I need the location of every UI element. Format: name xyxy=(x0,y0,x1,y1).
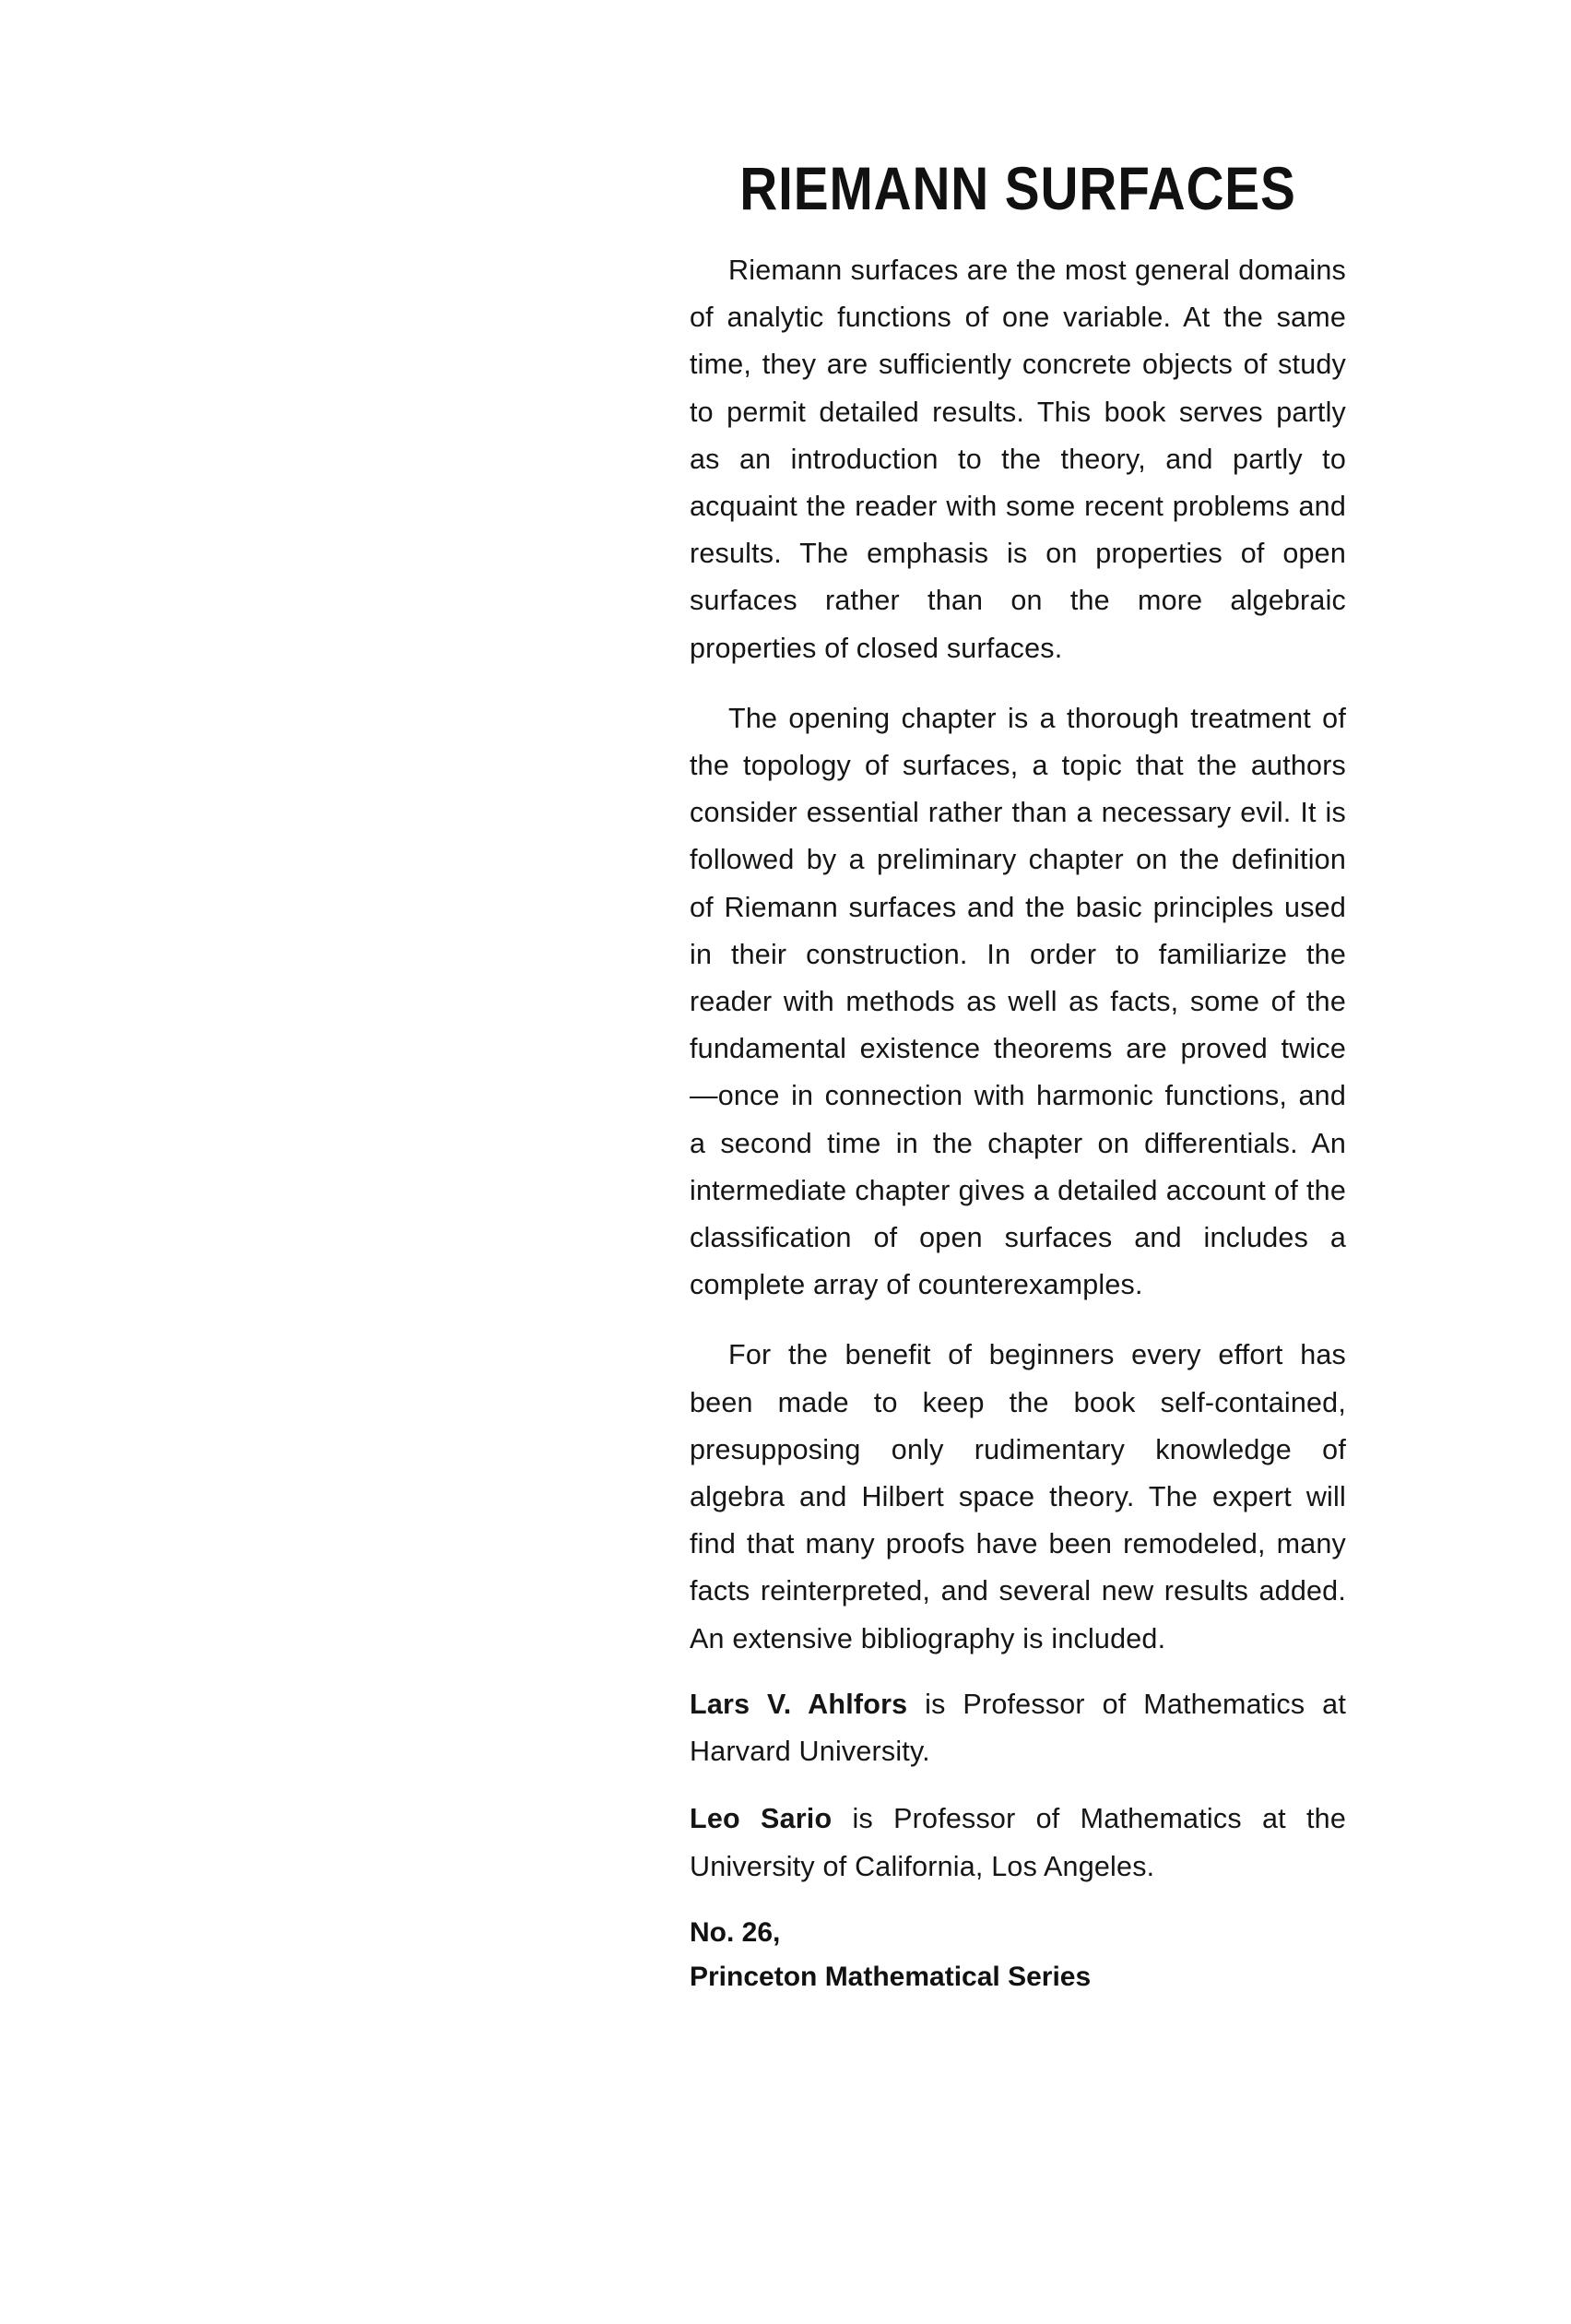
description-paragraph-2: The opening chapter is a thorough treatment of the topology of surfaces, a topic that the authors consider essential rather than a necessary evil. It is followed by a preliminary chapter on the definition of Riemann surfaces and the basic principles used in their construction. In order to familiarize the reader with methods as well as facts, some of the fundamental existence theorems are proved twice—once in connection with harmonic functions, and a second time in the chapter on differentials. An intermediate chapter gives a detailed account of the classification of open surfaces and includes a complete array of counterexamples. xyxy=(690,702,1346,1301)
book-title: RIEMANN SURFACES xyxy=(739,154,1296,222)
series-number: No. 26, xyxy=(690,1916,781,1948)
author-bio-text-sario: is Professor of Mathematics at the University of California, Los Angeles. xyxy=(690,1803,1346,1882)
author-name-ahlfors: Lars V. Ahlfors xyxy=(690,1688,908,1720)
series-info xyxy=(690,1911,1346,1999)
author-bio-text-ahlfors: is Professor of Mathematics at Harvard University. xyxy=(690,1688,1346,1768)
jacket-text-column xyxy=(690,148,1346,1999)
description-paragraph-3: For the benefit of beginners every effort has been made to keep the book self-contained, presupposing only rudimentary knowledge of algebra and Hilbert space theory. The expert will find that many proofs have been remodeled, many facts reinterpreted, and several new results added. An extensive bibliography is included. xyxy=(690,1339,1346,1654)
series-name: Princeton Mathematical Series xyxy=(690,1961,1092,1992)
description-paragraph-1: Riemann surfaces are the most general domains of analytic functions of one variable. At the same time, they are sufficiently concrete objects of study to permit detailed results. This book serves partly as an introduction to the theory, and partly to acquaint the reader with some recent problems and results. The emphasis is on properties of open surfaces rather than on the more algebraic properties of closed surfaces. xyxy=(690,255,1346,664)
author-name-sario: Leo Sario xyxy=(690,1803,833,1835)
author-bio-sario xyxy=(690,1796,1346,1890)
author-bio-ahlfors xyxy=(690,1681,1346,1775)
